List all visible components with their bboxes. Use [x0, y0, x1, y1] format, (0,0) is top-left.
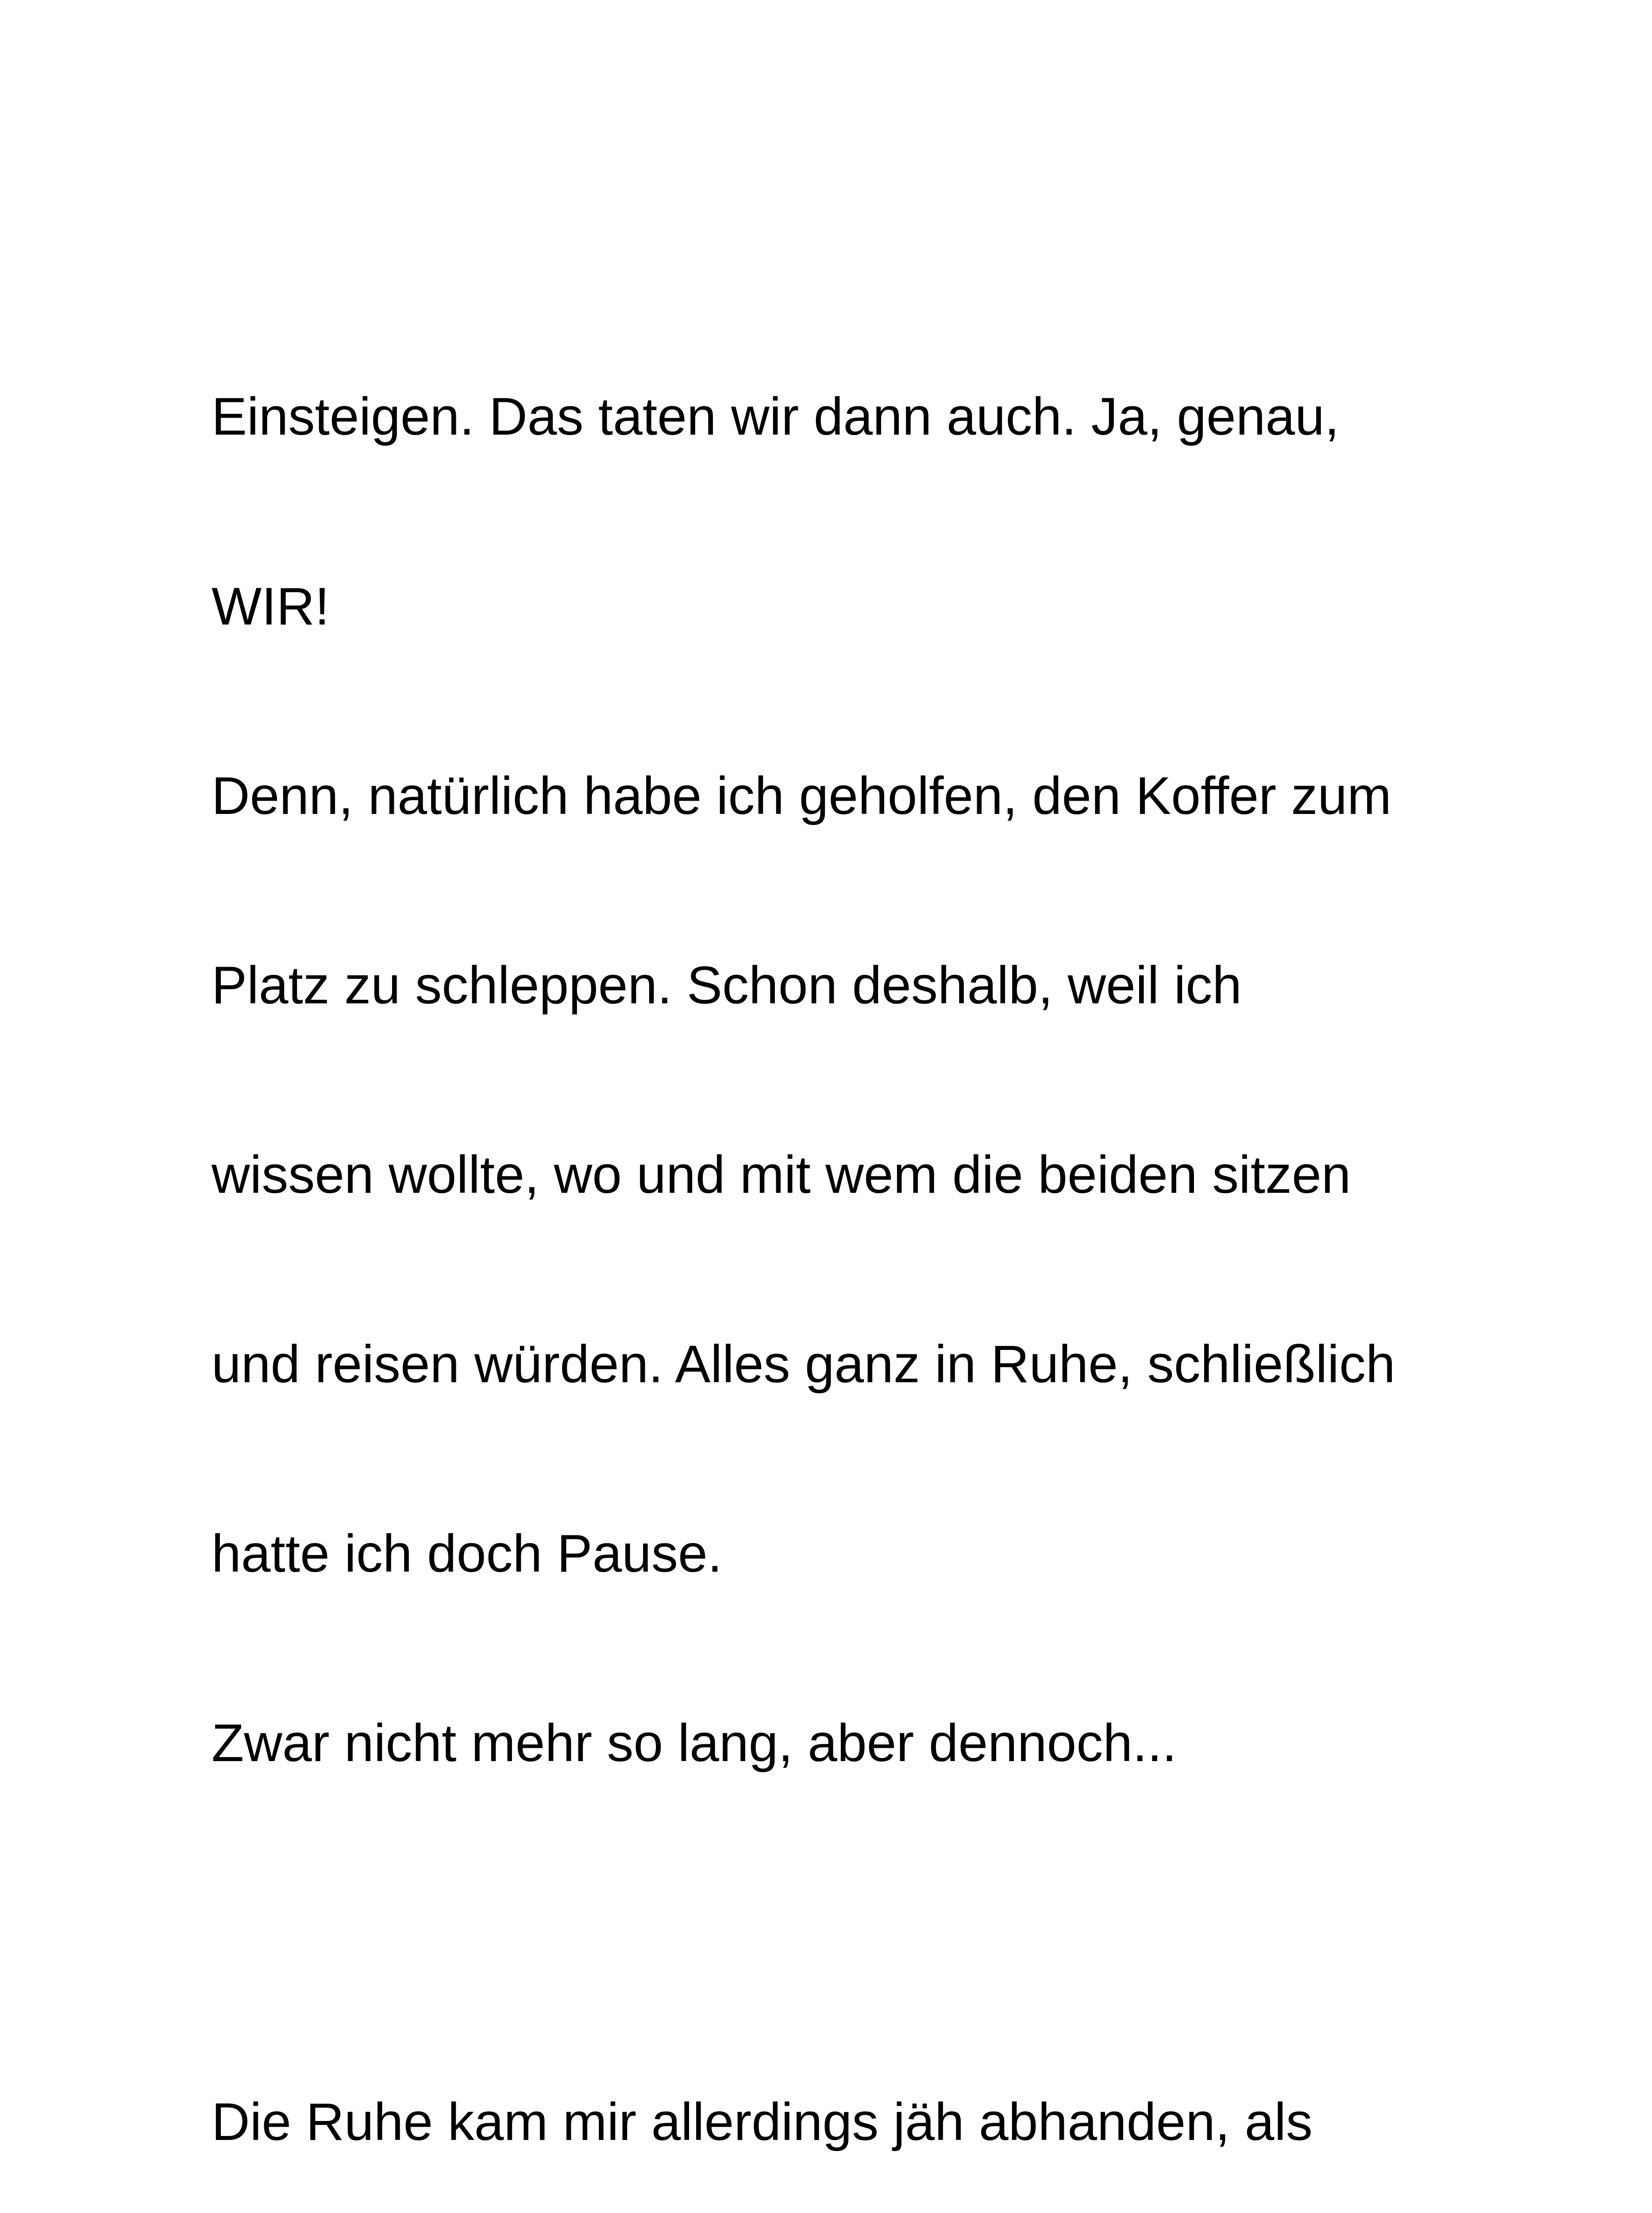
text-line: Die Ruhe kam mir allerdings jäh abhanden, als: [212, 2092, 1313, 2152]
text-line: und reisen würden. Alles ganz in Ruhe, schließlich: [212, 1334, 1395, 1394]
text-line: Einsteigen. Das taten wir dann auch. Ja, genau,: [212, 387, 1340, 447]
text-line: wissen wollte, wo und mit wem die beiden sitzen: [212, 1145, 1351, 1204]
blank-line: [212, 1901, 1561, 1964]
text-line: WIR!: [212, 576, 330, 636]
body-text: [212, 259, 1561, 2213]
text-line: Zwar nicht mehr so lang, aber dennoch...: [212, 1713, 1177, 1773]
text-line: hatte ich doch Pause.: [212, 1523, 723, 1583]
text-line: Denn, natürlich habe ich geholfen, den Koffer zum: [212, 766, 1392, 825]
text-line: Platz zu schleppen. Schon deshalb, weil ich: [212, 955, 1242, 1015]
